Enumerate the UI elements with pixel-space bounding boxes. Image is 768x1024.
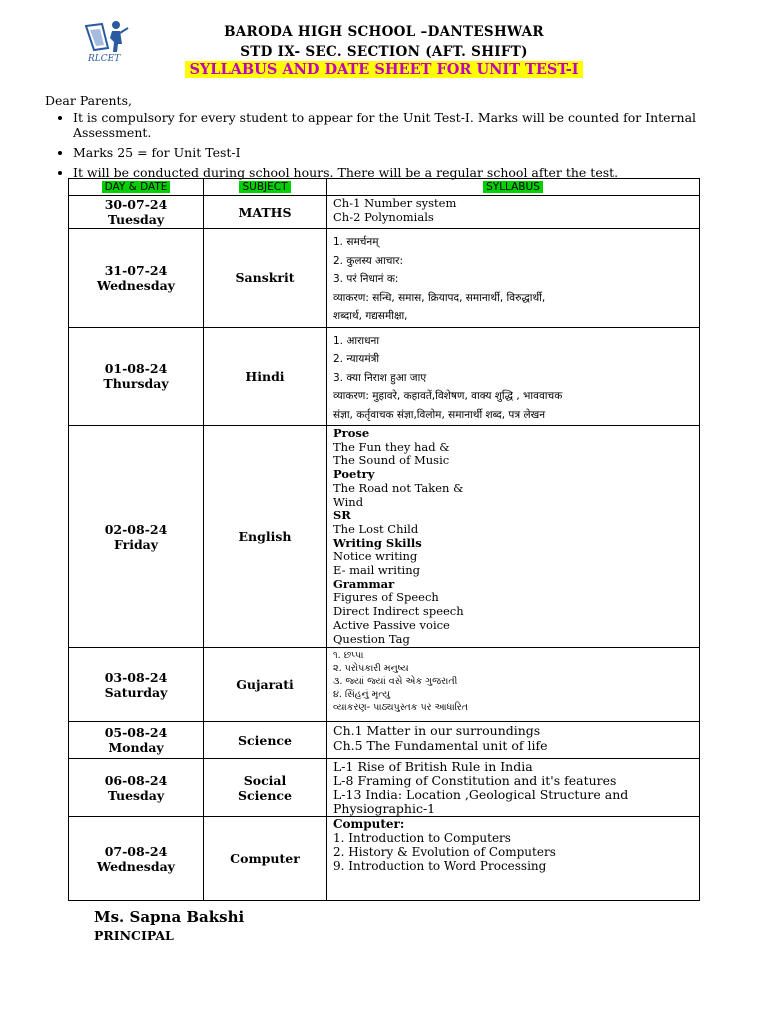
table-row <box>69 817 700 901</box>
notice-item: • It will be conducted during school hours. There will be a regular school after the test. <box>73 165 725 180</box>
syllabus-cell: 1. आराधना 2. न्यायमंत्री 3. क्या निराश हुआ जाए व्याकरण: मुहावरे, कहावतें,विशेषण, वाक्य शुद्धि , भाववाचक संज्ञा, कर्तृवाचक संज्ञा,विलोम, समानार्थी शब्द, पत्र लेखन <box>327 327 700 426</box>
date-cell: 30-07-24 Tuesday <box>69 196 204 229</box>
table-row <box>69 426 700 648</box>
subject-cell: Science <box>204 722 327 759</box>
salutation: Dear Parents, <box>45 93 132 108</box>
intro-section <box>45 93 725 180</box>
date-cell: 31-07-24 Wednesday <box>69 229 204 328</box>
date-cell: 05-08-24 Monday <box>69 722 204 759</box>
subject-cell: MATHS <box>204 196 327 229</box>
header-syllabus: SYLLABUS <box>327 179 700 196</box>
class-section: STD IX- SEC. SECTION (AFT. SHIFT) <box>240 44 528 60</box>
date-cell: 02-08-24 Friday <box>69 426 204 648</box>
subject-cell: Sanskrit <box>204 229 327 328</box>
notice-list <box>45 110 725 180</box>
header-day-date: DAY & DATE <box>69 179 204 196</box>
subject-cell: Social Science <box>204 759 327 817</box>
notice-item: • Marks 25 = for Unit Test-I <box>73 145 725 160</box>
header-subject: SUBJECT <box>204 179 327 196</box>
table-row <box>69 722 700 759</box>
date-sheet-table <box>68 178 700 901</box>
table-row <box>69 196 700 229</box>
date-cell: 03-08-24 Saturday <box>69 648 204 722</box>
syllabus-cell: Ch.1 Matter in our surroundings Ch.5 The Fundamental unit of life <box>327 722 700 759</box>
syllabus-cell: Prose The Fun they had & The Sound of Music Poetry The Road not Taken & Wind SR The Lost Child Writing Skills Notice writing E- mail writing Grammar Figures of Speech Direct Indirect speech Active Passive voice Question Tag <box>327 426 700 648</box>
syllabus-cell: L-1 Rise of British Rule in India L-8 Framing of Constitution and it's features L-13 India: Location ,Geological Structure and Physiographic-1 <box>327 759 700 817</box>
subject-cell: Gujarati <box>204 648 327 722</box>
table-row <box>69 327 700 426</box>
syllabus-cell: Ch-1 Number system Ch-2 Polynomials <box>327 196 700 229</box>
school-name: BARODA HIGH SCHOOL –DANTESHWAR <box>224 24 544 40</box>
logo-text: RLCET <box>88 54 121 64</box>
principal-name: Ms. Sapna Bakshi <box>94 908 245 926</box>
table-row <box>69 648 700 722</box>
signature-block <box>94 908 244 943</box>
syllabus-cell: Computer: 1. Introduction to Computers 2. History & Evolution of Computers 9. Introduction to Word Processing <box>327 817 700 901</box>
subject-cell: English <box>204 426 327 648</box>
principal-title: PRINCIPAL <box>94 928 174 943</box>
syllabus-cell: 1. समर्चनम् 2. कुलस्य आचार: 3. परं निधानं क: व्याकरण: सन्धि, समास, क्रियापद, समानार्थी, विरुद्धार्थी, शब्दार्थ, गद्यसमीक्षा, <box>327 229 700 328</box>
table-row <box>69 759 700 817</box>
subject-cell: Hindi <box>204 327 327 426</box>
syllabus-cell: ૧. છપ્પા ૨. પરોપકારી મનુષ્ય ૩. જ્યાં જ્યાં વસે એક ગુજરાતી ૪. સિંહનું મૃત્યુ વ્યાકરણ- પાઠ્યપુસ્તક પર આધારિત <box>327 648 700 722</box>
date-cell: 07-08-24 Wednesday <box>69 817 204 901</box>
page-title-text: SYLLABUS AND DATE SHEET FOR UNIT TEST-I <box>185 61 582 78</box>
page-title <box>0 61 768 78</box>
table-header-row <box>69 179 700 196</box>
date-cell: 06-08-24 Tuesday <box>69 759 204 817</box>
date-cell: 01-08-24 Thursday <box>69 327 204 426</box>
notice-item: • It is compulsory for every student to appear for the Unit Test-I. Marks will be counted for Internal Assessment. <box>73 110 725 140</box>
table-row <box>69 229 700 328</box>
subject-cell: Computer <box>204 817 327 901</box>
